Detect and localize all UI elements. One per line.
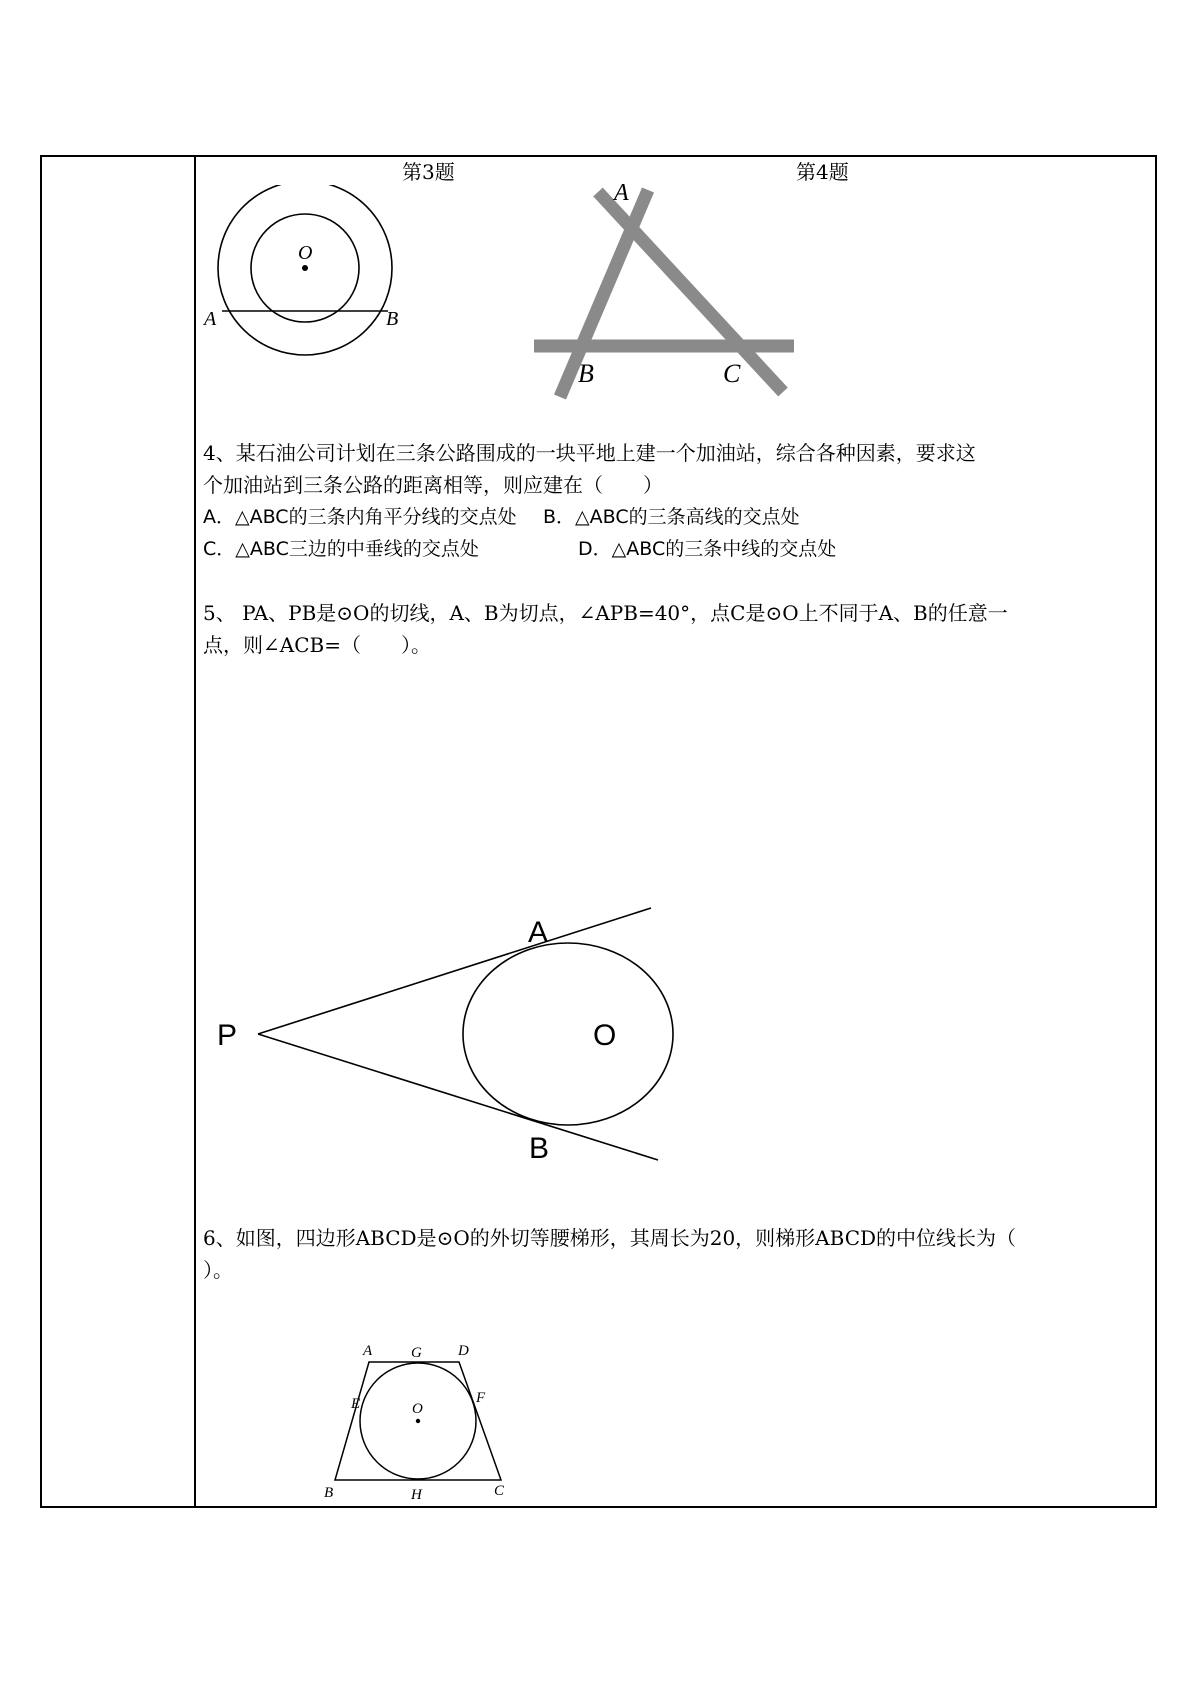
label-g: G — [411, 1345, 422, 1361]
q6-line2: ）。 — [203, 1258, 233, 1282]
label-p: P — [217, 1019, 238, 1052]
q4-line2: 个加油站到三条公路的距离相等，则应建在（ ） — [203, 473, 663, 497]
label-a: A — [614, 182, 629, 206]
label-o: O — [593, 1019, 617, 1052]
q5-line1: 5、 PA、PB是⊙O的切线，A、B为切点，∠APB=40°，点C是⊙O上不同于A、B的任意一 — [203, 601, 1008, 625]
label-b: B — [578, 359, 594, 388]
label-a: A — [363, 1343, 373, 1359]
fig6-trapezoid — [318, 1340, 518, 1500]
label-c: C — [494, 1483, 505, 1499]
q4-option-c: C．△ABC三边的中垂线的交点处 — [203, 538, 479, 560]
fig3-concentric-circles — [200, 185, 400, 365]
label-b: B — [529, 1132, 550, 1165]
center-dot — [302, 265, 308, 271]
fig4-three-roads — [530, 182, 810, 407]
label-o: O — [412, 1401, 423, 1417]
fig5-tangent-figure — [205, 895, 675, 1180]
q6-line1: 6、如图，四边形ABCD是⊙O的外切等腰梯形，其周长为20，则梯形ABCD的中位线长为（ — [203, 1226, 1017, 1250]
label-d: D — [458, 1343, 469, 1359]
label-h: H — [411, 1487, 422, 1500]
label-a: A — [204, 308, 217, 330]
fig3-caption: 第3题 — [402, 160, 455, 184]
q4-line1: 4、某石油公司计划在三条公路围成的一块平地上建一个加油站，综合各种因素，要求这 — [203, 441, 976, 465]
tangent-pa — [258, 908, 651, 1034]
column-divider — [194, 157, 196, 1506]
road-ab — [560, 190, 648, 397]
label-c: C — [723, 359, 741, 388]
label-o: O — [298, 242, 313, 264]
label-a: A — [528, 916, 549, 949]
circle-o — [463, 943, 673, 1125]
q4-option-d: D．△ABC的三条中线的交点处 — [578, 538, 837, 560]
fig4-caption: 第4题 — [796, 160, 849, 184]
q4-option-b: B．△ABC的三条高线的交点处 — [543, 506, 800, 528]
label-e: E — [351, 1396, 361, 1412]
center-dot — [416, 1419, 420, 1423]
road-ac — [598, 192, 783, 392]
label-f: F — [476, 1390, 486, 1406]
tangent-pb — [258, 1034, 658, 1160]
label-b: B — [324, 1485, 334, 1500]
q5-line2: 点，则∠ACB=（ ）。 — [203, 633, 431, 657]
label-b: B — [386, 308, 399, 330]
q4-option-a: A．△ABC的三条内角平分线的交点处 — [203, 506, 517, 528]
